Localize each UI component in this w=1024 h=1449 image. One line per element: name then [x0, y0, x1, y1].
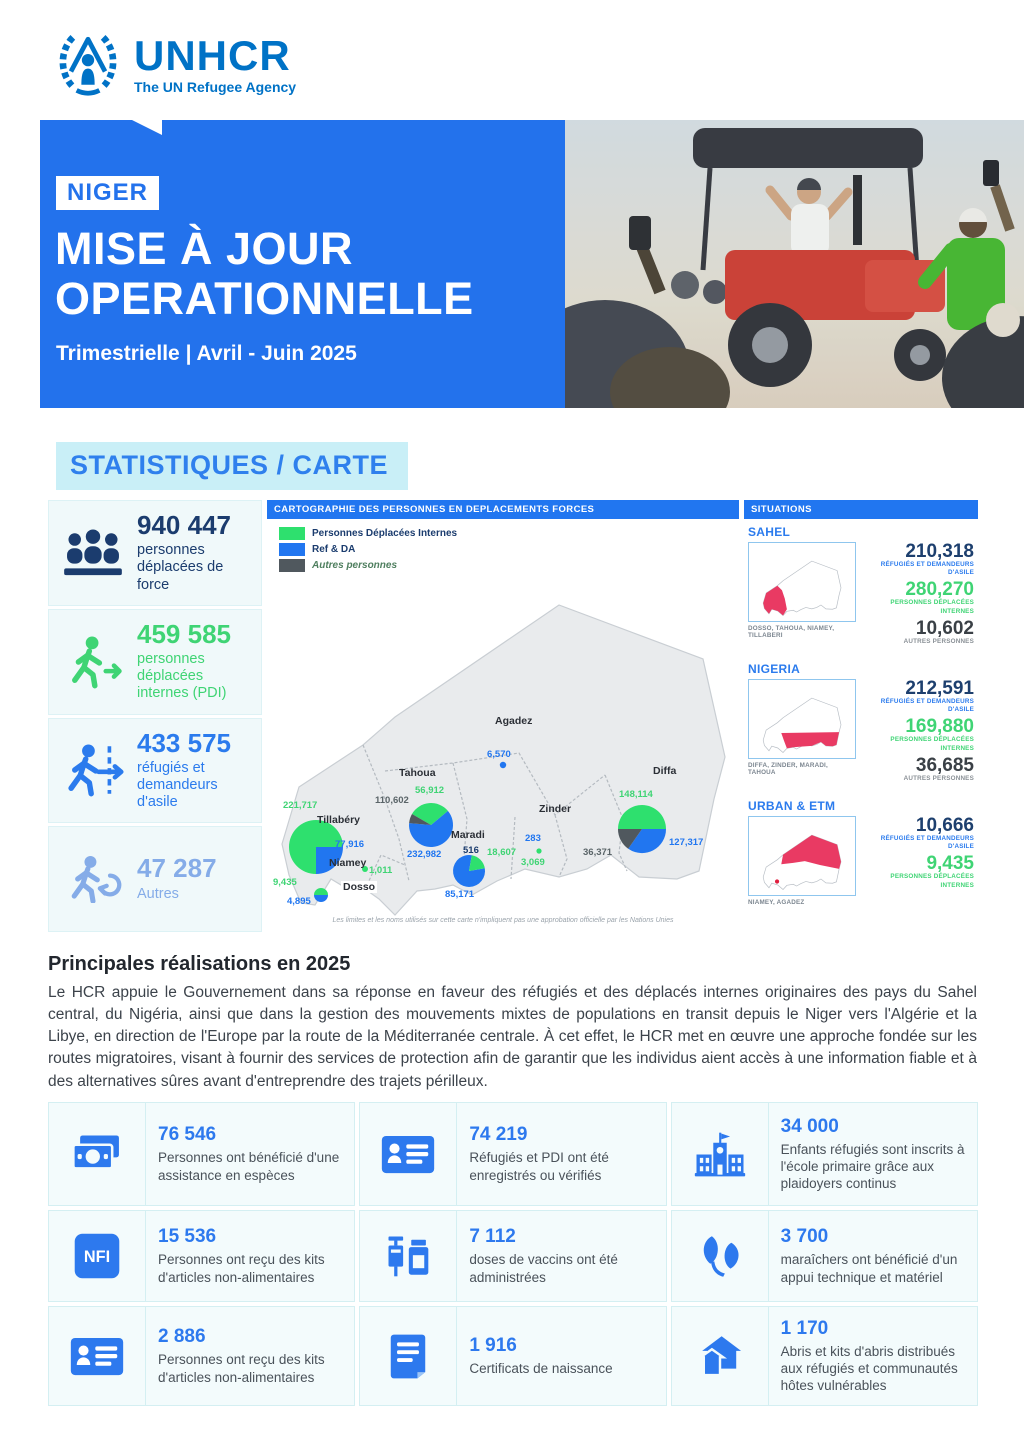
situations-panel	[744, 500, 978, 932]
key-stats-column	[48, 500, 262, 932]
achievement-value: 1 170	[780, 1317, 829, 1339]
value-tahoua-pdi: 56,912	[415, 785, 445, 796]
header-photo	[565, 120, 1024, 408]
title-banner	[40, 120, 1024, 408]
achievement-value: 74 219	[469, 1124, 528, 1146]
urban-refda-label: RÉFUGIÉS ET DEMANDEURS D'ASILE	[880, 835, 974, 851]
situation-name: URBAN & ETM	[748, 799, 836, 813]
value-niamey-pdi: 1,011	[369, 865, 393, 876]
unhcr-logo	[52, 26, 296, 103]
urban-pdi-value: 9,435	[926, 853, 974, 875]
achievement-value: 3 700	[780, 1226, 829, 1248]
border-crossing-icon	[49, 742, 137, 798]
achievement-cell-nfi-kits	[48, 1306, 355, 1406]
value-dosso-pdi: 9,435	[273, 877, 297, 888]
stat-card-refugees	[48, 718, 262, 824]
achievement-cell-gardeners	[671, 1210, 978, 1302]
sahel-pdi-value: 280,270	[905, 579, 974, 601]
achievement-label: Personnes ont reçu des kits d'articles non-alimentaires	[158, 1252, 325, 1285]
sahel-autres-value: 10,602	[915, 617, 974, 639]
achievements-grid	[48, 1102, 978, 1406]
stat-card-idp	[48, 609, 262, 715]
nigeria-pdi-label: PERSONNES DÉPLACÉES INTERNES	[890, 736, 974, 752]
value-diffa-refda: 127,317	[669, 837, 704, 848]
map-legend	[279, 527, 457, 572]
achievement-label: doses de vaccins ont été administrées	[469, 1252, 618, 1285]
stat-value: 459 585	[137, 618, 231, 649]
logo-tagline: The UN Refugee Agency	[134, 79, 297, 95]
situations-title: SITUATIONS	[744, 500, 978, 519]
stat-label: personnes déplacées internes (PDI)	[137, 651, 227, 702]
achievement-value: 15 536	[158, 1226, 217, 1248]
plant-icon	[672, 1211, 769, 1301]
legend-item-pdi	[279, 527, 457, 540]
value-zinder-autres: 36,371	[583, 847, 613, 858]
section-title: STATISTIQUES / CARTE	[56, 442, 408, 490]
region-label-dosso: Dosso	[343, 881, 376, 893]
legend-swatch-blue	[279, 543, 305, 556]
achievement-label: maraîchers ont bénéficié d'un appui technique et matériel	[780, 1252, 958, 1285]
nigeria-refda-label: RÉFUGIÉS ET DEMANDEURS D'ASILE	[880, 698, 974, 714]
id-card-icon	[360, 1103, 457, 1205]
sahel-autres-label: AUTRES PERSONNES	[903, 637, 974, 645]
niger-map	[267, 519, 739, 932]
value-tahoua-refda: 232,982	[407, 849, 442, 860]
achievement-label: Réfugiés et PDI ont été enregistrés ou vérifiés	[469, 1150, 609, 1183]
map-disclaimer: Les limites et les noms utilisés sur cette carte n'impliquent pas une approbation officielle par les Nations Unies	[332, 917, 674, 924]
vaccine-icon	[360, 1211, 457, 1301]
stat-label: Autres	[137, 885, 179, 902]
cash-icon	[49, 1103, 146, 1205]
stat-value: 47 287	[137, 853, 217, 884]
urban-etm-mini-map	[748, 816, 856, 896]
situation-urban-etm	[744, 797, 978, 932]
value-diffa-pdi: 148,114	[619, 789, 653, 800]
statistics-section	[48, 500, 978, 932]
value-tahoua-autres: 110,602	[375, 795, 409, 806]
people-group-icon	[49, 528, 137, 578]
value-tillabery-pdi: 221,717	[283, 800, 318, 811]
stat-value: 433 575	[137, 727, 231, 758]
house-icon	[672, 1307, 769, 1405]
sahel-mini-map	[748, 542, 856, 622]
tahoua-pie	[409, 803, 453, 847]
sahel-pdi-label: PERSONNES DÉPLACÉES INTERNES	[890, 599, 974, 615]
returnee-icon	[49, 855, 137, 903]
achievements-paragraph: Le HCR appuie le Gouvernement dans sa réponse en faveur des réfugiés et des déplacés internes originaires des pays du Sahel central, du Nigéria, ainsi que dans la gestion des mouvements mixtes de populations en transit depuis le Niger vers l'Algérie et la Libye, en direction de l'Europe par la route de la Méditerranée centrale. À cet effet, le HCR met en œuvre une approche fondée sur les routes migratoires, visant à fournir des services de protection afin de garantir que les individus aient accès à une information fiable et à des alternatives sûres avant d'entreprendre des trajets périlleux.	[48, 984, 977, 1090]
value-zinder-pdi: 3,069	[521, 857, 545, 868]
stat-card-displaced-total	[48, 500, 262, 606]
situation-regions-caption: DOSSO, TAHOUA, NIAMEY, TILLABERI	[748, 625, 835, 639]
nfi-text: NFI	[83, 1248, 111, 1266]
value-dosso-refda: 4,895	[287, 896, 311, 907]
value-agadez-refda: 6,570	[487, 749, 511, 760]
logo-acronym: UNHCR	[134, 32, 291, 79]
page-subtitle: Trimestrielle | Avril - Juin 2025	[56, 342, 357, 365]
achievement-cell-nfi	[48, 1210, 355, 1302]
region-label-tillabery: Tillabéry	[317, 814, 360, 826]
diffa-pie	[618, 805, 666, 853]
achievement-label: Personnes ont reçu des kits d'articles non-alimentaires	[158, 1352, 325, 1385]
zinder-dot	[536, 848, 541, 853]
achievement-cell-cash	[48, 1102, 355, 1206]
nfi-box-icon	[49, 1211, 146, 1301]
situation-sahel	[744, 523, 978, 658]
banner-left	[40, 120, 565, 408]
achievements-heading: Principales réalisations en 2025	[48, 953, 351, 975]
page-title-line1: MISE À JOUR	[55, 223, 354, 274]
maradi-pie	[453, 855, 485, 887]
situation-regions-caption: NIAMEY, AGADEZ	[748, 899, 805, 906]
value-maradi-autres: 516	[463, 845, 479, 856]
achievement-label: Enfants réfugiés sont inscrits à l'école primaire grâce aux plaidoyers continus	[780, 1141, 965, 1192]
document-icon	[360, 1307, 457, 1405]
nigeria-autres-label: AUTRES PERSONNES	[903, 774, 974, 782]
stat-card-others	[48, 826, 262, 932]
unhcr-emblem-icon	[52, 26, 124, 103]
region-label-diffa: Diffa	[653, 765, 677, 777]
nigeria-pdi-value: 169,880	[905, 716, 974, 738]
value-maradi-pdi: 18,607	[487, 847, 517, 858]
achievement-value: 1 916	[469, 1334, 517, 1356]
value-tillabery-refda: 77,916	[335, 839, 365, 850]
achievement-label: Personnes ont bénéficié d'une assistance en espèces	[158, 1150, 340, 1183]
situation-regions-caption: DIFFA, ZINDER, MARADI, TAHOUA	[748, 762, 828, 776]
dosso-pie	[314, 888, 328, 902]
achievement-value: 2 886	[158, 1326, 206, 1348]
stat-label: personnes déplacées de force	[137, 542, 224, 593]
stat-value: 940 447	[137, 510, 231, 541]
region-label-agadez: Agadez	[495, 715, 533, 727]
id-card-icon	[49, 1307, 146, 1405]
urban-refda-value: 10,666	[915, 815, 974, 836]
idp-runner-icon	[49, 634, 137, 690]
region-label-niamey: Niamey	[329, 857, 367, 869]
map-title: CARTOGRAPHIE DES PERSONNES EN DEPLACEMENTS FORCES	[267, 500, 739, 519]
page-title-line2: OPERATIONNELLE	[55, 273, 474, 325]
country-tag: NIGER	[56, 176, 159, 210]
urban-pdi-label: PERSONNES DÉPLACÉES INTERNES	[890, 873, 974, 889]
legend-swatch-green	[279, 527, 305, 540]
achievement-value: 76 546	[158, 1124, 217, 1146]
achievement-label: Abris et kits d'abris distribués aux réfugiés et communautés hôtes vulnérables	[780, 1343, 958, 1394]
agadez-dot	[500, 762, 506, 768]
sahel-refda-value: 210,318	[905, 541, 974, 562]
map-panel	[267, 500, 739, 932]
achievement-cell-registration	[359, 1102, 666, 1206]
legend-label: Personnes Déplacées Internes	[312, 528, 458, 539]
value-maradi-refda: 85,171	[445, 889, 475, 900]
school-icon	[672, 1103, 769, 1205]
achievement-cell-education	[671, 1102, 978, 1206]
achievement-label: Certificats de naissance	[469, 1360, 613, 1376]
situation-nigeria	[744, 660, 978, 795]
legend-swatch-gray	[279, 559, 305, 572]
nigeria-refda-value: 212,591	[905, 678, 974, 699]
situation-name: SAHEL	[748, 525, 791, 539]
region-label-maradi: Maradi	[451, 829, 485, 841]
sahel-refda-label: RÉFUGIÉS ET DEMANDEURS D'ASILE	[880, 561, 974, 577]
legend-item-refda	[279, 543, 457, 556]
legend-label: Ref & DA	[312, 544, 356, 555]
nigeria-mini-map	[748, 679, 856, 759]
achievement-value: 7 112	[469, 1226, 516, 1248]
nigeria-autres-value: 36,685	[915, 754, 974, 776]
legend-label: Autres personnes	[312, 560, 398, 571]
achievement-value: 34 000	[780, 1115, 839, 1137]
situation-name: NIGERIA	[748, 662, 801, 676]
region-label-zinder: Zinder	[539, 803, 572, 815]
achievement-cell-vaccines	[359, 1210, 666, 1302]
legend-item-autres	[279, 559, 457, 572]
value-zinder-refda: 283	[525, 833, 541, 844]
achievement-cell-shelters	[671, 1306, 978, 1406]
achievement-cell-birth-certificates	[359, 1306, 666, 1406]
region-label-tahoua: Tahoua	[399, 767, 436, 779]
stat-label: réfugiés et demandeurs d'asile	[137, 759, 218, 811]
page-title	[55, 224, 474, 325]
